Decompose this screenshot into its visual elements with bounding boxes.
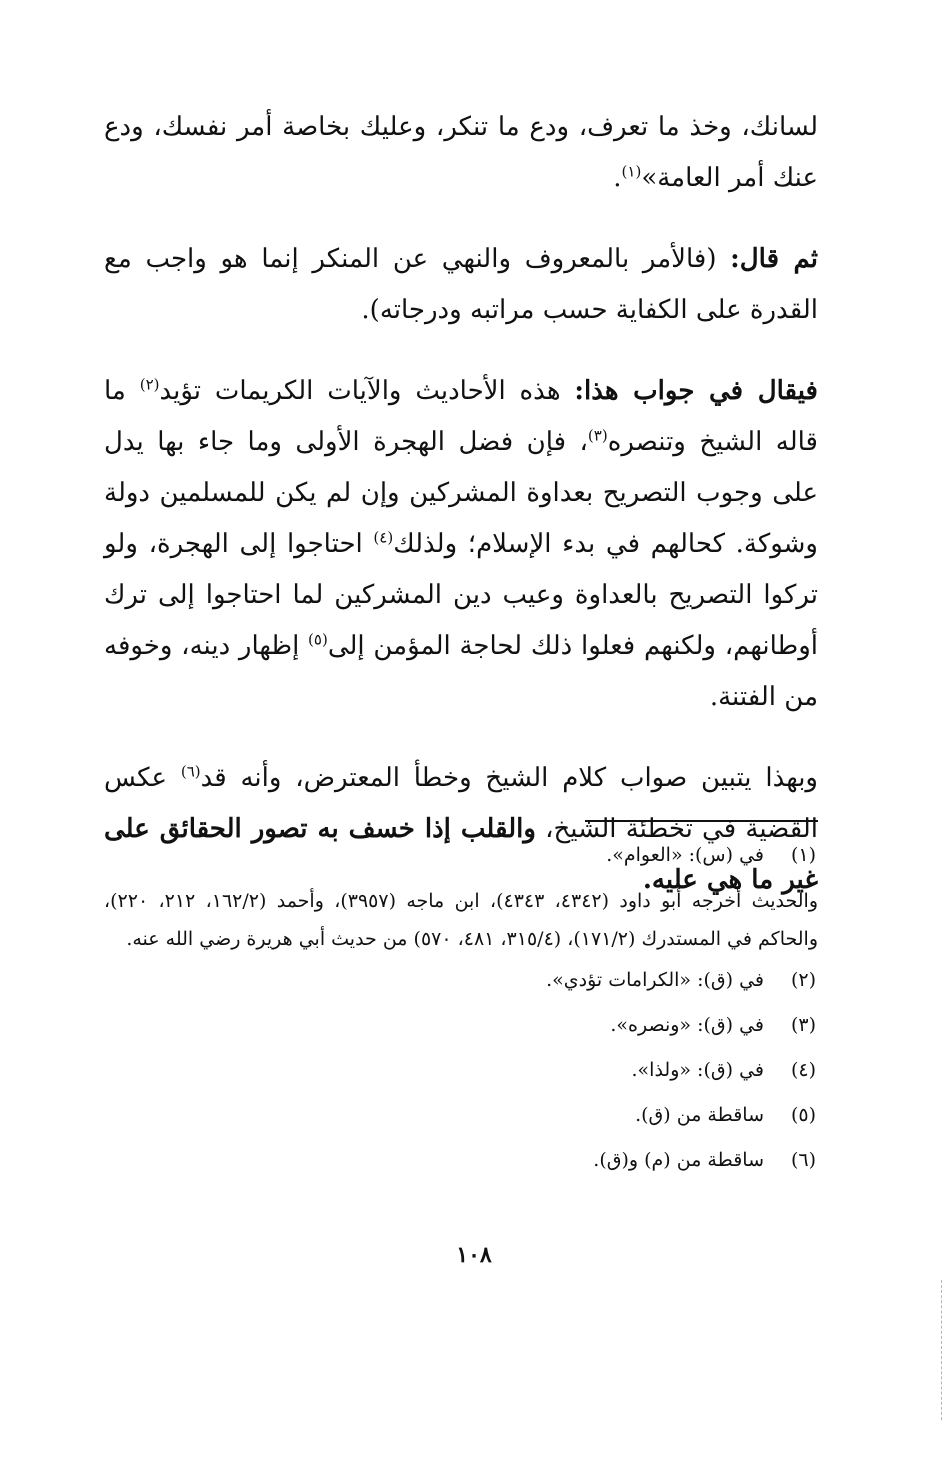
paragraph-2-lead: ثم قال: [730, 244, 819, 274]
footnotes [104, 837, 818, 1187]
paragraph-1-text: لسانك، وخذ ما تعرف، ودع ما تنكر، وعليك بخاصة أمر نفسك، ودع عنك أمر العامة» [104, 112, 818, 193]
footnote-number: (٣) [790, 1014, 816, 1036]
paragraph-4-part-a: وبهذا يتبين صواب كلام الشيخ وخطأ المعترض، وأنه قد [200, 763, 818, 793]
footnote-number: (٥) [790, 1104, 816, 1126]
paragraph-3-lead: فيقال في جواب هذا: [574, 376, 818, 406]
footnote-5 [104, 1097, 818, 1134]
footnote-ref-2: (٢) [139, 375, 160, 394]
footnote-number: (٦) [790, 1149, 816, 1171]
paragraph-3 [104, 366, 818, 723]
paragraph-3-part-b: ما قاله الشيخ وتنصره [104, 376, 818, 457]
main-text [104, 102, 818, 906]
footnote-text: في (ق): «ولذا». [631, 1059, 764, 1081]
footnote-2 [104, 962, 818, 999]
paragraph-4-part-b: عكس القضية في تخطئة الشيخ، [104, 763, 819, 844]
paragraph-2 [104, 234, 818, 336]
paragraph-4-bold: والقلب إذا خسف به تصور الحقائق على غير ما هي عليه. [104, 814, 818, 895]
footnote-1-continuation: والحديث أخرجه أبو داود (٤٣٤٢، ٤٣٤٣)، ابن ماجه (٣٩٥٧)، وأحمد (١٦٢/٢، ٢١٢، ٢٢٠)، والحاكم في المستدرك (١٧١/٢)، (٣١٥/٤، ٤٨١، ٥٧٠) من حديث أبي هريرة رضي الله عنه. [104, 890, 819, 950]
paragraph-3-part-e: إظهار دينه، وخوفه من الفتنة. [104, 631, 818, 712]
paragraph-3-part-d: احتاجوا إلى الهجرة، ولو تركوا التصريح بالعداوة وعيب دين المشركين لما احتاجوا إلى ترك أوطانهم، ولكنهم فعلوا ذلك لحاجة المؤمن إلى [104, 529, 819, 661]
paragraph-3-part-a: هذه الأحاديث والآيات الكريمات تؤيد [159, 376, 575, 406]
footnote-1 [104, 837, 818, 874]
footnote-ref-5: (٥) [308, 630, 328, 649]
footnote-4 [104, 1052, 818, 1089]
paragraph-1 [104, 102, 818, 204]
scan-edge-mark [941, 1280, 942, 1420]
paragraph-3-part-c: ، فإن فضل الهجرة الأولى وما جاء بها يدل على وجوب التصريح بعداوة المشركين وإن لم يكن للمسلمين دولة وشوكة. كحالهم في بدء الإسلام؛ ولذلك [104, 427, 818, 559]
footnote-ref-4: (٤) [373, 528, 394, 547]
footnote-text: ساقطة من (م) و(ق). [593, 1149, 764, 1171]
footnote-6 [104, 1142, 818, 1179]
footnote-ref-1: (١) [621, 162, 642, 181]
footnote-text: في (ق): «ونصره». [610, 1014, 764, 1036]
page-number: ١٠٨ [456, 1242, 492, 1268]
footnote-text: ساقطة من (ق). [635, 1104, 764, 1126]
footnote-ref-3: (٣) [587, 426, 608, 445]
footnote-ref-6: (٦) [180, 762, 201, 781]
footnote-number: (١) [790, 844, 816, 866]
paragraph-2-text: (فالأمر بالمعروف والنهي عن المنكر إنما هو واجب مع القدرة على الكفاية حسب مراتبه ودرجاته). [104, 244, 818, 325]
footnote-divider [585, 820, 818, 822]
paragraph-1-end: . [613, 163, 622, 193]
footnote-number: (٤) [790, 1059, 816, 1081]
footnote-text: في (ق): «الكرامات تؤدي». [546, 969, 764, 991]
footnote-text: في (س): «العوام». [606, 844, 764, 866]
footnote-number: (٢) [790, 969, 816, 991]
footnote-3 [104, 1007, 818, 1044]
